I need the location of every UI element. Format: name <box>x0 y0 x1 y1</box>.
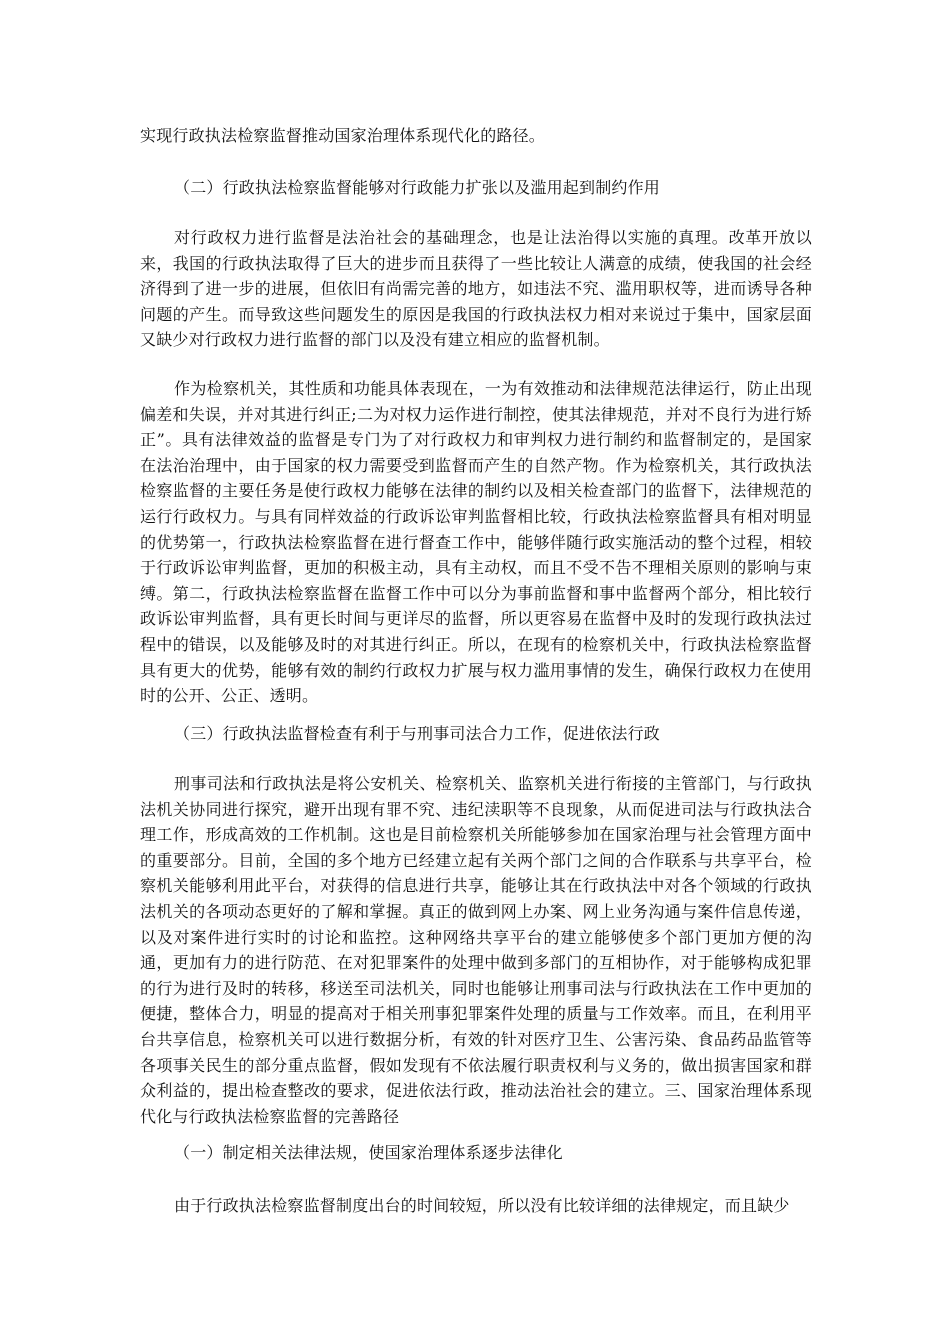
paragraph-legislation: 由于行政执法检察监督制度出台的时间较短，所以没有比较详细的法律规定，而且缺少 <box>174 1196 790 1215</box>
paragraph-path-intro: 实现行政执法检察监督推动国家治理体系现代化的路径。 <box>140 126 546 145</box>
section-heading-1: （一）制定相关法律法规，使国家治理体系逐步法律化 <box>174 1143 563 1162</box>
section-heading-3: （三）行政执法监督检查有利于与刑事司法合力工作，促进依法行政 <box>174 724 661 743</box>
section-heading-2: （二）行政执法检察监督能够对行政能力扩张以及滥用起到制约作用 <box>174 178 661 197</box>
paragraph-supervision-concept: 对行政权力进行监督是法治社会的基础理念，也是让法治得以实施的真理。改革开放以来，我国的行政执法取得了巨大的进步而且获得了一些比较让人满意的成绩，使我国的社会经济得到了进一步的进展，但依旧有尚需完善的地方，如违法不究、滥用职权等，进而诱导各种问题的产生。而导致这些问题发生的原因是我国的行政执法权力相对来说过于集中，国家层面又缺少对行政权力进行监督的部门以及没有建立相应的监督机制。 <box>140 228 812 350</box>
paragraph-procuratorate-role: 作为检察机关，其性质和功能具体表现在，一为有效推动和法律规范法律运行，防止出现偏差和失误，并对其进行纠正;二为对权力运作进行制控，使其法律规范，并对不良行为进行矫正”。具有法律效益的监督是专门为了对行政权力和审判权力进行制约和监督制定的，是国家在法治治理中，由于国家的权力需要受到监督而产生的自然产物。作为检察机关，其行政执法检察监督的主要任务是使行政权力能够在法律的制约以及相关检查部门的监督下，法律规范的运行行政权力。与具有同样效益的行政诉讼审判监督相比较，行政执法检察监督具有相对明显的优势第一，行政执法检察监督在进行督查工作中，能够伴随行政实施活动的整个过程，相较于行政诉讼审判监督，更加的积极主动，具有主动权，而且不受不告不理相关原则的影响与束缚。第二，行政执法检察监督在监督工作中可以分为事前监督和事中监督两个部分，相比较行政诉讼审判监督，具有更长时间与更详尽的监督，所以更容易在监督中及时的发现行政执法过程中的错误，以及能够及时的对其进行纠正。所以，在现有的检察机关中，行政执法检察监督具有更大的优势，能够有效的制约行政权力扩展与权力滥用事情的发生，确保行政权力在使用时的公开、公正、透明。 <box>140 379 812 706</box>
paragraph-criminal-justice: 刑事司法和行政执法是将公安机关、检察机关、监察机关进行衔接的主管部门，与行政执法机关协同进行探究，避开出现有罪不究、违纪渎职等不良现象，从而促进司法与行政执法合理工作，形成高效的工作机制。这也是目前检察机关所能够参加在国家治理与社会管理方面中的重要部分。目前，全国的多个地方已经建立起有关两个部门之间的合作联系与共享平台，检察机关能够利用此平台，对获得的信息进行共享，能够让其在行政执法中对各个领域的行政执法机关的各项动态更好的了解和掌握。真正的做到网上办案、网上业务沟通与案件信息传递，以及对案件进行实时的讨论和监控。这种网络共享平台的建立能够使多个部门更加方便的沟通，更加有力的进行防范、在对犯罪案件的处理中做到多部门的互相协作，对于能够构成犯罪的行为进行及时的转移，移送至司法机关，同时也能够让刑事司法与行政执法在工作中更加的便捷，整体合力，明显的提高对于相关刑事犯罪案件处理的质量与工作效率。而且，在利用平台共享信息，检察机关可以进行数据分析，有效的针对医疗卫生、公害污染、食品药品监管等各项事关民生的部分重点监督，假如发现有不依法履行职责权利与义务的，做出损害国家和群众利益的，提出检查整改的要求，促进依法行政，推动法治社会的建立。三、国家治理体系现代化与行政执法检察监督的完善路径 <box>140 774 812 1126</box>
